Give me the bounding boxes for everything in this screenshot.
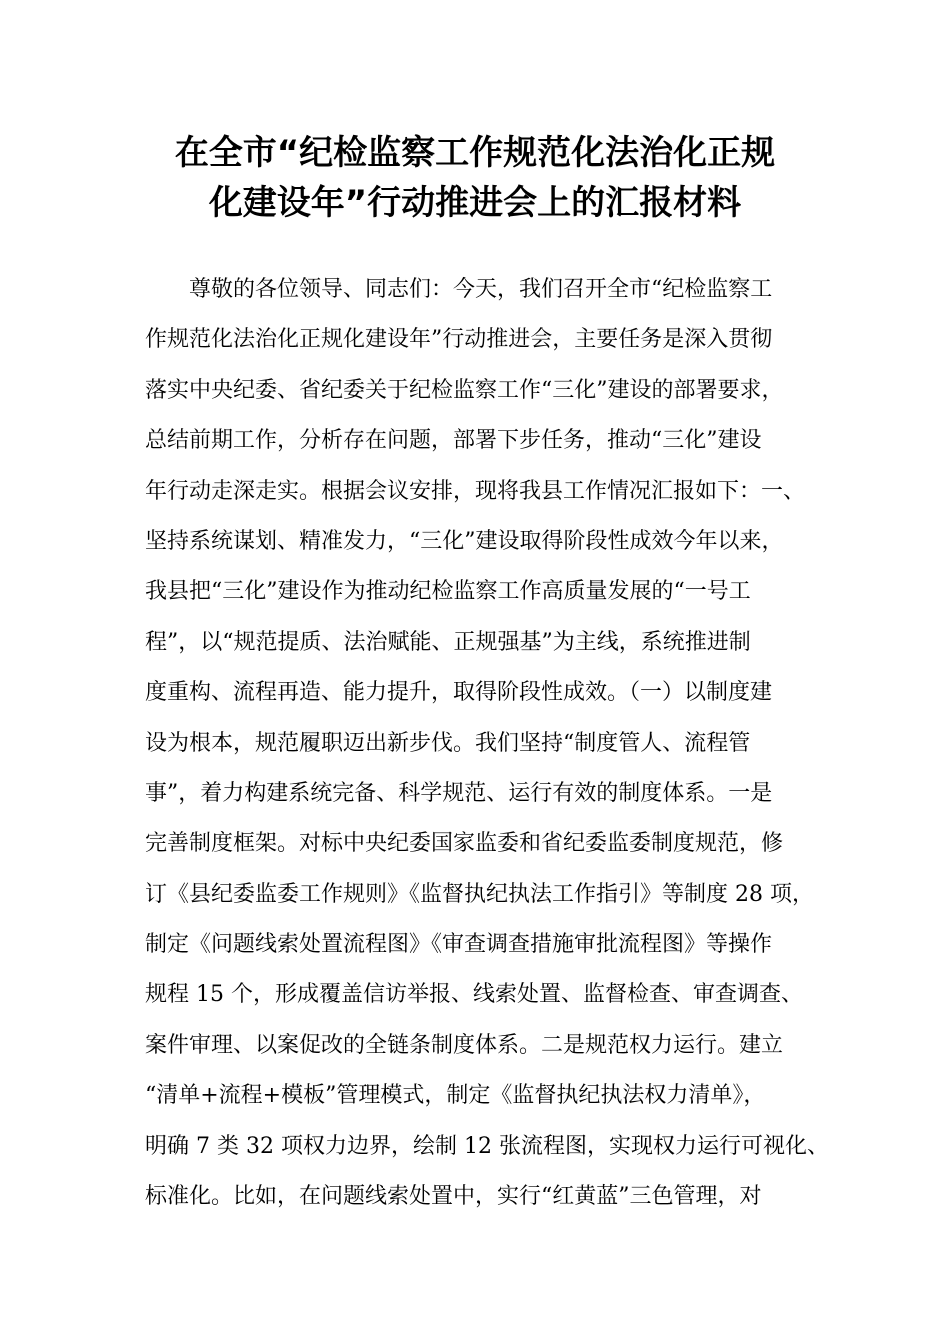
document-title bbox=[120, 128, 830, 228]
body-line: 标准化。比如，在问题线索处置中，实行“红黄蓝”三色管理，对 bbox=[145, 1184, 762, 1210]
body-line: 事”，着力构建系统完备、科学规范、运行有效的制度体系。一是 bbox=[145, 780, 773, 806]
title-line-1: 在全市“纪检监察工作规范化法治化正规 bbox=[174, 133, 776, 173]
body-line: 规程 15 个，形成覆盖信访举报、线索处置、监督检查、审查调查、 bbox=[145, 982, 803, 1008]
body-line: 坚持系统谋划、精准发力，“三化”建设取得阶段性成效今年以来， bbox=[145, 528, 784, 554]
body-line: 制定《问题线索处置流程图》《审查调查措施审批流程图》等操作 bbox=[145, 932, 773, 958]
body-line: 落实中央纪委、省纪委关于纪检监察工作“三化”建设的部署要求， bbox=[145, 377, 784, 403]
body-line: 作规范化法治化正规化建设年”行动推进会，主要任务是深入贯彻 bbox=[145, 327, 773, 353]
body-line: 总结前期工作，分析存在问题，部署下步任务，推动“三化”建设 bbox=[145, 428, 762, 454]
body-line: 程”，以“规范提质、法治赋能、正规强基”为主线，系统推进制 bbox=[145, 629, 751, 655]
body-line: 案件审理、以案促改的全链条制度体系。二是规范权力运行。建立 bbox=[145, 1032, 784, 1058]
body-line: 我县把“三化”建设作为推动纪检监察工作高质量发展的“一号工 bbox=[145, 579, 751, 605]
body-line: 明确 7 类 32 项权力边界，绘制 12 张流程图，实现权力运行可视化、 bbox=[145, 1133, 829, 1159]
body-line: “清单+流程+模板”管理模式，制定《监督执纪执法权力清单》， bbox=[145, 1083, 766, 1109]
body-line: 尊敬的各位领导、同志们：今天，我们召开全市“纪检监察工 bbox=[145, 277, 773, 302]
body-line: 年行动走深走实。根据会议安排，现将我县工作情况汇报如下：一、 bbox=[145, 478, 806, 504]
document-body bbox=[145, 276, 829, 1233]
body-line: 订《县纪委监委工作规则》《监督执纪执法工作指引》等制度 28 项， bbox=[145, 881, 814, 907]
body-line: 完善制度框架。对标中央纪委国家监委和省纪委监委制度规范，修 bbox=[145, 831, 784, 857]
body-line: 设为根本，规范履职迈出新步伐。我们坚持“制度管人、流程管 bbox=[145, 730, 751, 756]
body-line: 度重构、流程再造、能力提升，取得阶段性成效。（一）以制度建 bbox=[145, 680, 773, 706]
title-line-2: 化建设年”行动推进会上的汇报材料 bbox=[208, 183, 742, 223]
